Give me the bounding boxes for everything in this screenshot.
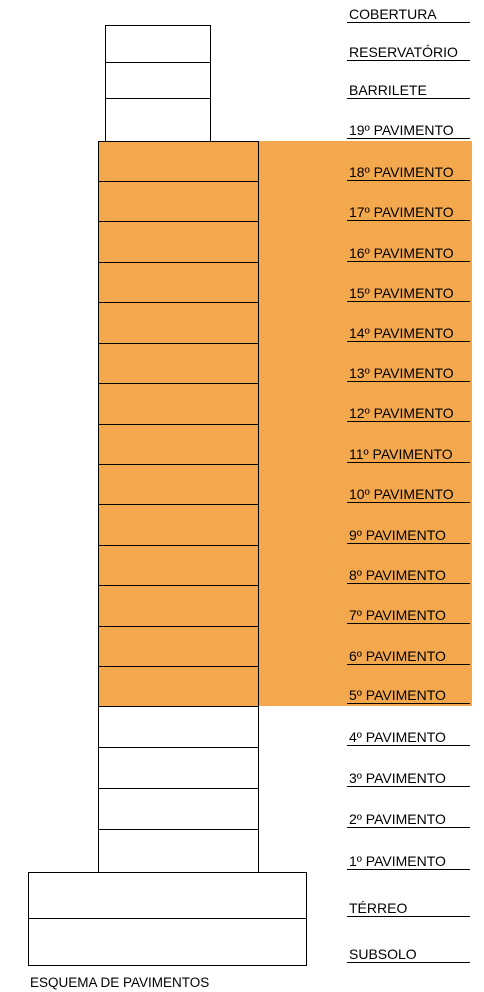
floor-label-6: 6º PAVIMENTO (349, 648, 446, 664)
floor-label-3: 3º PAVIMENTO (349, 770, 446, 786)
floor-label-10: 10º PAVIMENTO (349, 486, 454, 502)
floor-label-subsolo: SUBSOLO (349, 946, 417, 962)
floor-label-11: 11º PAVIMENTO (349, 446, 453, 462)
floor-label-7: 7º PAVIMENTO (349, 607, 446, 623)
floor-box-19 (106, 99, 211, 142)
floor-label-cobertura: COBERTURA (349, 6, 437, 22)
floor-label-19: 19º PAVIMENTO (349, 122, 454, 138)
floor-box-reservatorio (106, 26, 211, 63)
floor-label-12: 12º PAVIMENTO (349, 405, 454, 421)
floor-box-1 (99, 830, 259, 873)
floor-box-subsolo (29, 919, 307, 966)
floor-label-5: 5º PAVIMENTO (349, 687, 446, 703)
floor-label-2: 2º PAVIMENTO (349, 811, 446, 827)
floor-label-4: 4º PAVIMENTO (349, 729, 446, 745)
diagram-caption: ESQUEMA DE PAVIMENTOS (30, 975, 210, 990)
floor-label-1: 1º PAVIMENTO (349, 853, 446, 869)
floor-box-4 (99, 707, 259, 748)
floor-label-17: 17º PAVIMENTO (349, 204, 454, 220)
floor-box-2 (99, 789, 259, 830)
floor-label-reservatorio: RESERVATÓRIO (349, 44, 458, 60)
floor-label-barrilete: BARRILETE (349, 82, 427, 98)
floor-label-9: 9º PAVIMENTO (349, 527, 446, 543)
floor-label-18: 18º PAVIMENTO (349, 164, 454, 180)
floor-box-3 (99, 748, 259, 789)
floor-label-13: 13º PAVIMENTO (349, 365, 454, 381)
floor-box-terreo (29, 873, 307, 919)
floor-label-8: 8º PAVIMENTO (349, 567, 446, 583)
floor-label-terreo: TÉRREO (349, 900, 408, 916)
floor-label-14: 14º PAVIMENTO (349, 325, 454, 341)
floor-label-15: 15º PAVIMENTO (349, 285, 454, 301)
floor-box-barrilete (106, 63, 211, 99)
floor-label-16: 16º PAVIMENTO (349, 245, 454, 261)
